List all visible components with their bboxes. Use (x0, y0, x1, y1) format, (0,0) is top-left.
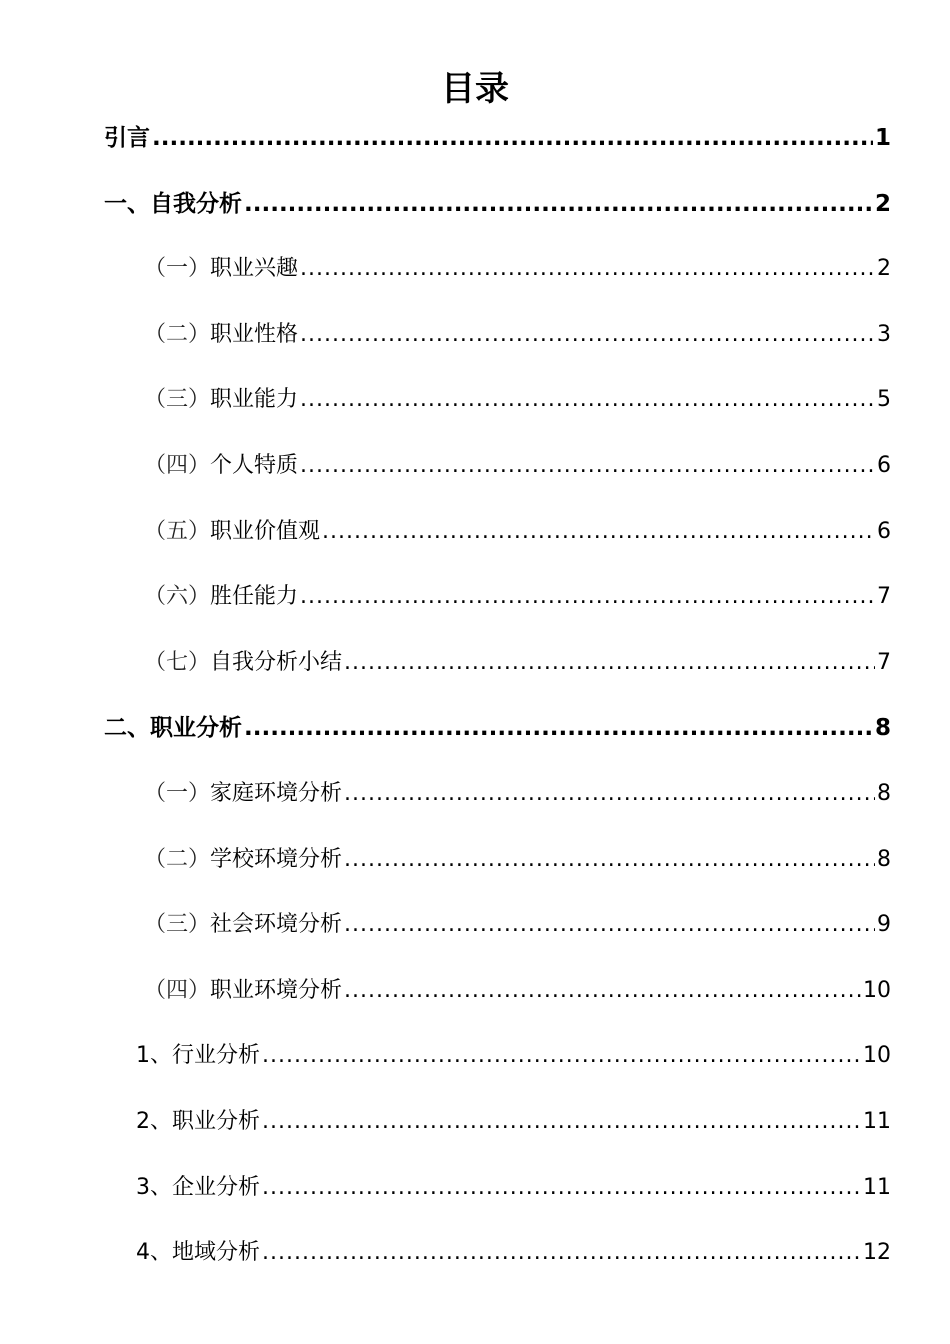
toc-entry-title: 胜任能力 (210, 584, 299, 609)
toc-entry-title: 行业分析 (172, 1043, 261, 1068)
toc-entry-page-number: 7 (877, 584, 891, 609)
toc-entry-number: （一） (144, 781, 211, 806)
toc-entry-title: 职业环境分析 (210, 978, 343, 1003)
toc-entry[interactable] (144, 318, 891, 352)
toc-entry-page-number: 3 (877, 322, 891, 347)
dot-leader (344, 646, 875, 680)
toc-entry-title: 职业性格 (210, 322, 299, 347)
toc-entry[interactable] (144, 580, 891, 614)
toc-entry[interactable] (144, 908, 891, 942)
toc-entry-title: 职业价值观 (210, 519, 321, 544)
toc-entry[interactable] (104, 121, 891, 155)
dot-leader (344, 777, 875, 811)
toc-entry-title: 引言 (104, 125, 150, 151)
toc-entry-page-number: 12 (863, 1240, 891, 1265)
toc-entry-number: （五） (144, 519, 211, 544)
toc-entry-number: 2、 (136, 1109, 172, 1134)
toc-entry-title: 二、职业分析 (104, 715, 242, 741)
toc-entry-number: （四） (144, 978, 211, 1003)
dot-leader (300, 383, 875, 417)
toc-entry-number: 1、 (136, 1043, 172, 1068)
dot-leader (344, 974, 861, 1008)
dot-leader (262, 1171, 861, 1205)
toc-entry-page-number: 2 (877, 256, 891, 281)
toc-entry-page-number: 6 (877, 453, 891, 478)
dot-leader (344, 908, 875, 942)
dot-leader (152, 121, 873, 155)
toc-entry-number: （三） (144, 387, 211, 412)
toc-entry-page-number: 6 (877, 519, 891, 544)
toc-entry-page-number: 8 (877, 781, 891, 806)
toc-entry-title: 企业分析 (172, 1175, 261, 1200)
toc-entry-number: （三） (144, 912, 211, 937)
dot-leader (300, 318, 875, 352)
toc-entry-title: 职业兴趣 (210, 256, 299, 281)
toc-entry-title: 地域分析 (172, 1240, 261, 1265)
toc-entry-title: 职业分析 (172, 1109, 261, 1134)
dot-leader (244, 711, 873, 745)
toc-entry-title: 自我分析小结 (210, 650, 343, 675)
toc-entry-title: 一、自我分析 (104, 191, 242, 217)
toc-entry-number: （一） (144, 256, 211, 281)
toc-entry-page-number: 8 (874, 715, 891, 741)
toc-entry[interactable] (144, 515, 891, 549)
toc-entry[interactable] (144, 646, 891, 680)
toc-entry-page-number: 8 (877, 847, 891, 872)
toc-entry[interactable] (144, 449, 891, 483)
toc-title: 目录 (441, 69, 509, 109)
dot-leader (300, 449, 875, 483)
toc-entry-number: （四） (144, 453, 211, 478)
toc-entry-number: （二） (144, 322, 211, 347)
toc-entry-number: 4、 (136, 1240, 172, 1265)
toc-entry-title: 职业能力 (210, 387, 299, 412)
toc-entry-page-number: 5 (877, 387, 891, 412)
toc-entry[interactable] (136, 1171, 891, 1205)
dot-leader (300, 580, 875, 614)
toc-entry-title: 学校环境分析 (210, 847, 343, 872)
toc-entry[interactable] (136, 1105, 891, 1139)
toc-entry-page-number: 2 (874, 191, 891, 217)
toc-entry[interactable] (144, 383, 891, 417)
toc-entry[interactable] (144, 974, 891, 1008)
toc-entry-page-number: 10 (863, 978, 891, 1003)
toc-entry[interactable] (144, 777, 891, 811)
toc-entry[interactable] (144, 843, 891, 877)
toc-entry[interactable] (104, 711, 891, 745)
toc-entry[interactable] (136, 1039, 891, 1073)
toc-entry-title: 社会环境分析 (210, 912, 343, 937)
toc-entry-page-number: 7 (877, 650, 891, 675)
toc-entry[interactable] (104, 187, 891, 221)
toc-entry-title: 个人特质 (210, 453, 299, 478)
toc-entry-number: （六） (144, 584, 211, 609)
toc-entry-title: 家庭环境分析 (210, 781, 343, 806)
toc-entry-number: 3、 (136, 1175, 172, 1200)
toc-entry-number: （七） (144, 650, 211, 675)
toc-entry-page-number: 1 (874, 125, 891, 151)
toc-entry-number: （二） (144, 847, 211, 872)
toc-entry[interactable] (144, 252, 891, 286)
dot-leader (300, 252, 875, 286)
toc-entry[interactable] (136, 1236, 891, 1270)
dot-leader (344, 843, 875, 877)
toc-entry-page-number: 11 (863, 1109, 891, 1134)
toc-entry-page-number: 10 (863, 1043, 891, 1068)
dot-leader (322, 515, 875, 549)
toc-entry-page-number: 11 (863, 1175, 891, 1200)
toc-entry-page-number: 9 (877, 912, 891, 937)
dot-leader (262, 1105, 861, 1139)
dot-leader (262, 1236, 861, 1270)
dot-leader (262, 1039, 861, 1073)
dot-leader (244, 187, 873, 221)
